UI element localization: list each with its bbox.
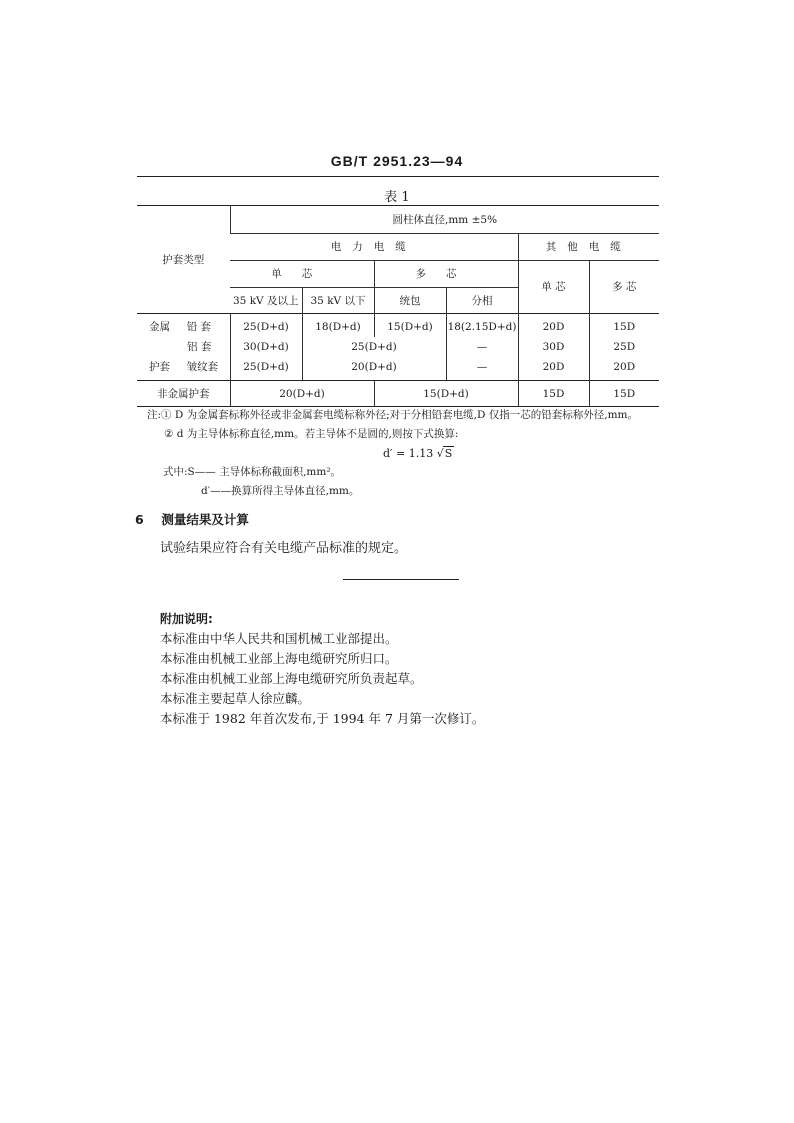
header-other-multi-core: 多 芯 — [589, 261, 659, 314]
header-other-single-core: 单 芯 — [518, 261, 589, 314]
header-power-cable: 电力电缆 — [230, 234, 518, 261]
formula-where — [163, 463, 359, 501]
formula-lhs: d′ = 1.13 — [383, 447, 434, 460]
table-1 — [137, 205, 659, 407]
where-line-1: 式中:S—— 主导体标称截面积,mm²。 — [163, 466, 342, 478]
section-title: 测量结果及计算 — [161, 512, 249, 527]
where-line-2: d′——换算所得主导体直径,mm。 — [201, 485, 360, 497]
header-35kv-above: 35 kV 及以上 — [230, 288, 302, 314]
section-6-heading — [135, 510, 249, 528]
row-label-aluminium-sheath: 铝 套 — [187, 341, 212, 353]
table-notes — [147, 406, 667, 444]
additional-line: 本标准由中华人民共和国机械工业部提出。 — [160, 631, 398, 646]
conversion-formula — [383, 446, 454, 460]
cell-value: 25(D+d) — [230, 314, 302, 338]
cell-value: 15D — [589, 381, 659, 407]
cell-value: 18(D+d) — [302, 314, 374, 338]
cell-value: 30D — [518, 337, 589, 357]
cell-value: 20D — [518, 314, 589, 338]
row-label-lead-sheath — [137, 314, 230, 338]
cell-value: 20D — [518, 357, 589, 381]
additional-title: 附加说明: — [160, 612, 213, 626]
cell-value-merged: 15(D+d) — [374, 381, 518, 407]
standard-number: GB/T 2951.23—94 — [330, 153, 464, 169]
cell-value-merged: 20(D+d) — [230, 381, 374, 407]
additional-notes — [160, 609, 484, 729]
header-power-single-core: 单芯 — [230, 261, 374, 288]
table-row — [137, 357, 659, 381]
note-2: ② d 为主导体标称直径,mm。若主导体不是圆的,则按下式换算: — [164, 428, 459, 440]
cell-value: — — [446, 357, 518, 381]
header-phased: 分相 — [446, 288, 518, 314]
header-bundled: 统包 — [374, 288, 446, 314]
row-label-text: 皱纹套 — [186, 361, 219, 373]
section-number: 6 — [135, 512, 144, 527]
cell-value: 25D — [589, 337, 659, 357]
table-row — [137, 381, 659, 407]
additional-line: 本标准主要起草人徐应麟。 — [160, 691, 311, 706]
row-label-corrugated-sheath — [137, 357, 230, 381]
cell-value: 15(D+d) — [374, 314, 446, 338]
cell-value: 25(D+d) — [230, 357, 302, 381]
metal-group-label-top: 金属 — [149, 321, 170, 333]
end-rule — [343, 579, 459, 580]
note-1: 注:① D 为金属套标称外径或非金属套电缆标称外径;对于分相铅套电缆,D 仅指一芯的铅套标称外径,mm。 — [147, 409, 639, 421]
table-row — [137, 337, 659, 357]
cell-value: 15D — [518, 381, 589, 407]
metal-group-label-bottom: 护套 — [149, 361, 170, 373]
cell-value: 18(2.15D+d) — [446, 314, 518, 338]
cell-value: 15D — [589, 314, 659, 338]
cell-value-merged: 20(D+d) — [302, 357, 446, 381]
row-label-text: 铅 套 — [186, 321, 212, 333]
row-label-nonmetal-sheath: 非金属护套 — [137, 381, 230, 407]
header-other-cable: 其他电缆 — [518, 234, 659, 261]
formula-radicand: S — [444, 447, 453, 460]
additional-line: 本标准由机械工业部上海电缆研究所负责起草。 — [160, 671, 423, 686]
section-6-body: 试验结果应符合有关电缆产品标准的规定。 — [160, 541, 408, 556]
header-rule — [137, 176, 659, 177]
table-caption: 表 1 — [384, 190, 410, 205]
cell-value: 20D — [589, 357, 659, 381]
additional-line: 本标准由机械工业部上海电缆研究所归口。 — [160, 651, 398, 666]
header-cylinder-diameter: 圆柱体直径,mm ±5% — [230, 206, 659, 234]
table-row — [137, 314, 659, 338]
sqrt-symbol: √ — [436, 447, 444, 460]
header-35kv-below: 35 kV 以下 — [302, 288, 374, 314]
additional-line: 本标准于 1982 年首次发布,于 1994 年 7 月第一次修订。 — [160, 711, 485, 726]
header-sheath-type: 护套类型 — [137, 206, 230, 314]
cell-value: — — [446, 337, 518, 357]
cell-value: 30(D+d) — [230, 337, 302, 357]
cell-value-merged: 25(D+d) — [302, 337, 446, 357]
header-power-multi-core: 多芯 — [374, 261, 518, 288]
